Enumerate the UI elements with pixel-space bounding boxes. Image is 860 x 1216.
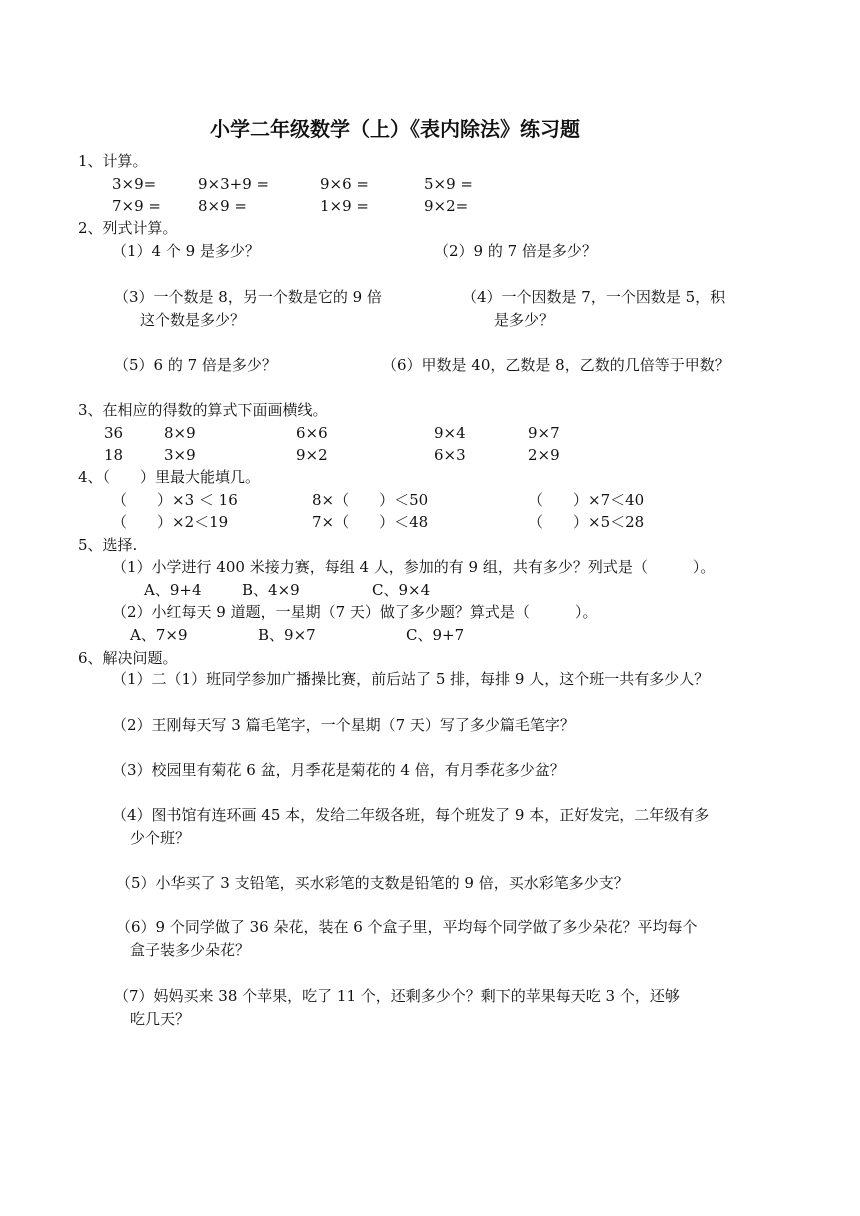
choice-option: A、9+4 [144, 581, 202, 599]
calc-item: 5×9 = [424, 175, 473, 193]
answer-number: 18 [104, 446, 124, 464]
calc-item: 3×9= [112, 175, 157, 193]
question: （1）小学进行 400 米接力赛，每组 4 人，参加的有 9 组，共有多少？列式是（ ）。 [112, 558, 716, 576]
question: （4）图书馆有连环画 45 本，发给二年级各班，每个班发了 9 本，正好发完，二年级有多 [112, 806, 710, 824]
question: （2）小红每天 9 道题，一星期（7 天）做了多少题？算式是（ ）。 [112, 603, 598, 621]
question: （2）9 的 7 倍是多少？ [434, 242, 597, 260]
question-continued: 是多少？ [494, 311, 555, 329]
expression: 2×9 [528, 446, 560, 464]
expression: 9×7 [528, 424, 560, 442]
question: （1）4 个 9 是多少？ [112, 242, 260, 260]
section-4-heading: 4、（ ）里最大能填几。 [78, 468, 261, 486]
question: （5）6 的 7 倍是多少？ [114, 356, 277, 374]
expression: 9×2 [296, 446, 328, 464]
question: （6）9 个同学做了 36 朵花，装在 6 个盒子里，平均每个同学做了多少朵花？平均每个 [116, 918, 698, 936]
section-5-heading: 5、选择. [78, 536, 138, 554]
calc-item: 7×9 = [112, 197, 161, 215]
choice-option: B、9×7 [258, 626, 316, 644]
question-continued: 吃几天？ [130, 1010, 191, 1028]
inequality: （ ）×7＜40 [528, 491, 645, 509]
inequality: （ ）×5＜28 [528, 513, 645, 531]
inequality: 8×（ ）＜50 [312, 491, 429, 509]
calc-item: 1×9 = [320, 197, 369, 215]
calc-item: 9×3+9 = [198, 175, 270, 193]
question: （3）校园里有菊花 6 盆，月季花是菊花的 4 倍，有月季花多少盆？ [112, 761, 565, 779]
question: （3）一个数是 8，另一个数是它的 9 倍 [114, 288, 382, 306]
question: （2）王刚每天写 3 篇毛笔字，一个星期（7 天）写了多少篇毛笔字？ [112, 716, 575, 734]
inequality: 7×（ ）＜48 [312, 513, 429, 531]
section-6-heading: 6、解决问题。 [78, 649, 178, 667]
choice-option: C、9×4 [372, 581, 431, 599]
answer-number: 36 [104, 424, 124, 442]
question: （5）小华买了 3 支铅笔，买水彩笔的支数是铅笔的 9 倍，买水彩笔多少支？ [116, 874, 629, 892]
section-2-heading: 2、列式计算。 [78, 219, 178, 237]
question-continued: 少个班？ [130, 829, 191, 847]
page-title: 小学二年级数学（上）《表内除法》练习题 [210, 117, 580, 141]
expression: 8×9 [164, 424, 196, 442]
calc-item: 9×2= [424, 197, 469, 215]
choice-option: C、9+7 [406, 626, 465, 644]
inequality: （ ）×3 ＜ 16 [112, 491, 238, 509]
section-1-heading: 1、计算。 [78, 152, 148, 170]
expression: 9×4 [434, 424, 466, 442]
question: （4）一个因数是 7，一个因数是 5，积 [462, 288, 726, 306]
section-3-heading: 3、在相应的得数的算式下面画横线。 [78, 401, 328, 419]
question-continued: 这个数是多少？ [140, 311, 246, 329]
expression: 3×9 [164, 446, 196, 464]
expression: 6×3 [434, 446, 466, 464]
choice-option: B、4×9 [242, 581, 300, 599]
question: （7）妈妈买来 38 个苹果，吃了 11 个，还剩多少个？剩下的苹果每天吃 3 个，还够 [114, 987, 680, 1005]
question-continued: 盒子装多少朵花？ [130, 941, 251, 959]
question: （6）甲数是 40，乙数是 8，乙数的几倍等于甲数？ [382, 356, 730, 374]
question: （1）二（1）班同学参加广播操比赛，前后站了 5 排，每排 9 人，这个班一共有多少人？ [112, 670, 710, 688]
expression: 6×6 [296, 424, 328, 442]
calc-item: 9×6 = [320, 175, 369, 193]
inequality: （ ）×2＜19 [112, 513, 229, 531]
calc-item: 8×9 = [198, 197, 247, 215]
choice-option: A、7×9 [130, 626, 188, 644]
